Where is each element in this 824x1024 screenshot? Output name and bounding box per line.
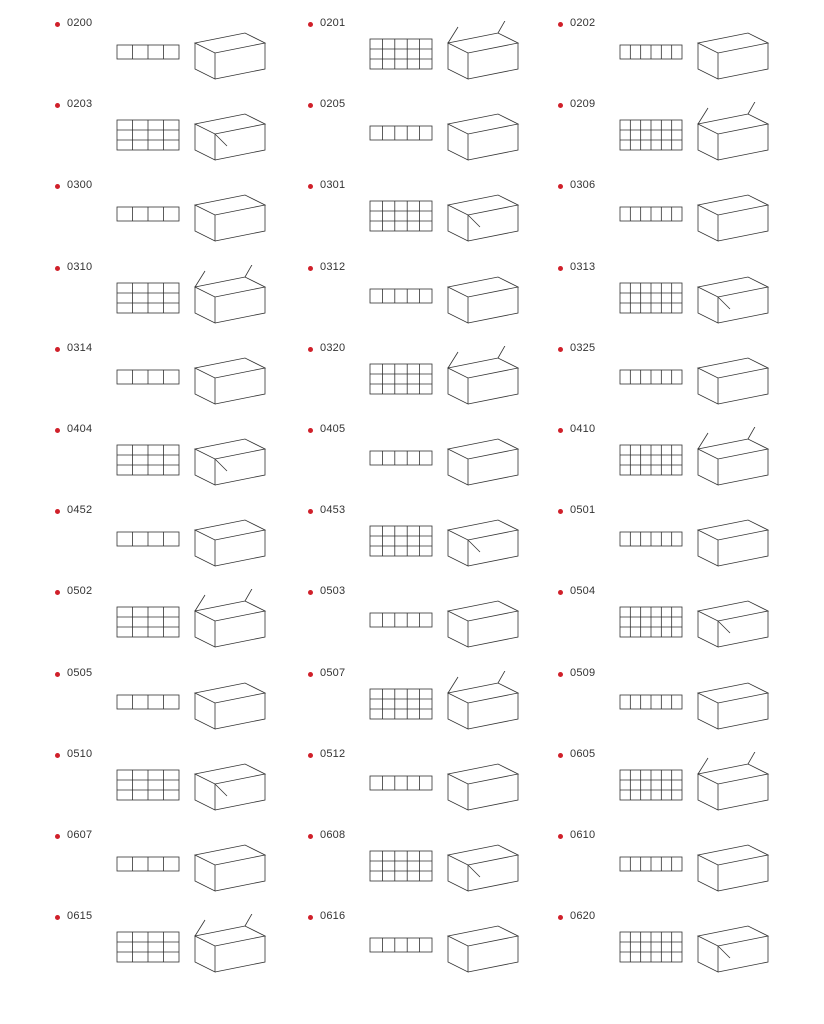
bullet-dot-icon [308,672,313,677]
box-style-code: 0203 [67,98,93,111]
die-line-and-box-icon [614,589,804,657]
box-style-code: 0312 [320,260,346,273]
box-style-code: 0410 [570,423,596,435]
box-style-code: 0453 [320,504,346,517]
box-style-code: 0310 [67,260,93,273]
die-line-and-box-icon [614,671,804,739]
box-style-code: 0608 [320,829,346,841]
box-style-code: 0620 [570,910,596,923]
bullet-dot-icon [55,266,60,271]
box-style-code: 0605 [570,747,596,760]
bullet-dot-icon [55,753,60,758]
box-style-code: 0314 [67,341,93,354]
die-line-and-box-icon [111,102,301,170]
die-line-and-box-icon [364,833,554,901]
die-line-and-box-icon [111,752,301,820]
die-line-and-box-icon [364,671,554,739]
box-style-item [308,17,558,95]
bullet-dot-icon [308,184,313,189]
die-line-and-box-icon [111,508,301,576]
die-line-and-box-icon [364,589,554,657]
bullet-dot-icon [308,753,313,758]
box-style-code: 0607 [67,829,93,841]
die-line-and-box-icon [364,183,554,251]
box-style-code: 0505 [67,666,93,679]
bullet-dot-icon [55,347,60,352]
box-style-code: 0616 [320,910,346,923]
die-line-and-box-icon [614,914,804,982]
box-style-code: 0325 [570,341,596,354]
box-style-code: 0404 [67,423,93,435]
die-line-and-box-icon [614,183,804,251]
die-line-and-box-icon [111,346,301,414]
box-style-code: 0201 [320,17,346,29]
box-style-item [308,342,558,420]
bullet-dot-icon [558,753,563,758]
box-style-code: 0512 [320,747,346,760]
bullet-dot-icon [55,22,60,27]
die-line-and-box-icon [111,265,301,333]
bullet-dot-icon [308,834,313,839]
box-style-item [308,910,558,988]
bullet-dot-icon [55,103,60,108]
bullet-dot-icon [558,347,563,352]
bullet-dot-icon [308,266,313,271]
die-line-and-box-icon [614,21,804,89]
die-line-and-box-icon [111,427,301,495]
die-line-and-box-icon [111,589,301,657]
box-style-item [308,504,558,582]
bullet-dot-icon [308,590,313,595]
die-line-and-box-icon [364,265,554,333]
box-style-code: 0205 [320,98,346,111]
bullet-dot-icon [558,22,563,27]
box-style-code: 0610 [570,829,596,841]
box-style-item [55,504,305,582]
box-style-item [558,179,808,257]
die-line-and-box-icon [614,508,804,576]
box-style-item [308,179,558,257]
bullet-dot-icon [55,428,60,433]
box-style-code: 0452 [67,504,93,517]
bullet-dot-icon [308,428,313,433]
die-line-and-box-icon [614,427,804,495]
box-style-item [558,829,808,907]
box-style-code: 0320 [320,341,346,354]
box-style-item [558,17,808,95]
bullet-dot-icon [308,103,313,108]
box-style-item [55,910,305,988]
bullet-dot-icon [308,915,313,920]
die-line-and-box-icon [614,346,804,414]
box-style-item [558,667,808,745]
bullet-dot-icon [55,509,60,514]
box-style-code: 0209 [570,98,596,111]
box-style-code: 0202 [570,17,596,29]
box-style-item [558,98,808,176]
box-style-code: 0502 [67,585,93,598]
box-style-item [558,585,808,663]
box-style-item [55,342,305,420]
box-style-code: 0503 [320,585,346,598]
box-style-code: 0306 [570,179,596,192]
box-style-code: 0200 [67,17,93,29]
bullet-dot-icon [558,266,563,271]
box-style-item [558,423,808,501]
box-style-item [55,423,305,501]
bullet-dot-icon [558,590,563,595]
box-style-code: 0313 [570,260,596,273]
die-line-and-box-icon [111,183,301,251]
die-line-and-box-icon [111,914,301,982]
box-style-code: 0507 [320,666,346,679]
bullet-dot-icon [55,590,60,595]
box-style-code: 0501 [570,504,596,517]
box-style-item [55,667,305,745]
box-style-code: 0615 [67,910,93,923]
box-style-item [55,179,305,257]
box-style-item [308,98,558,176]
die-line-and-box-icon [614,102,804,170]
bullet-dot-icon [308,22,313,27]
box-style-item [55,748,305,826]
box-style-item [55,98,305,176]
box-style-item [308,748,558,826]
bullet-dot-icon [55,834,60,839]
box-style-item [55,261,305,339]
die-line-and-box-icon [364,752,554,820]
die-line-and-box-icon [111,833,301,901]
box-style-item [55,585,305,663]
bullet-dot-icon [558,428,563,433]
box-style-item [55,17,305,95]
die-line-and-box-icon [364,102,554,170]
box-style-item [558,748,808,826]
die-line-and-box-icon [364,508,554,576]
die-line-and-box-icon [364,427,554,495]
box-style-code: 0504 [570,585,596,598]
bullet-dot-icon [558,103,563,108]
bullet-dot-icon [55,915,60,920]
box-style-code: 0301 [320,179,346,192]
box-style-code: 0509 [570,666,596,679]
box-style-item [308,261,558,339]
bullet-dot-icon [558,915,563,920]
bullet-dot-icon [558,509,563,514]
bullet-dot-icon [558,184,563,189]
box-style-item [308,423,558,501]
bullet-dot-icon [55,672,60,677]
box-style-item [558,910,808,988]
bullet-dot-icon [308,509,313,514]
box-style-code: 0510 [67,747,93,760]
box-style-item [558,504,808,582]
box-style-item [558,342,808,420]
box-style-code: 0300 [67,179,93,192]
box-style-item [558,261,808,339]
die-line-and-box-icon [364,914,554,982]
box-style-item [308,667,558,745]
die-line-and-box-icon [111,21,301,89]
bullet-dot-icon [308,347,313,352]
box-style-item [55,829,305,907]
die-line-and-box-icon [614,833,804,901]
box-style-item [308,585,558,663]
die-line-and-box-icon [111,671,301,739]
bullet-dot-icon [558,834,563,839]
die-line-and-box-icon [364,346,554,414]
die-line-and-box-icon [614,265,804,333]
die-line-and-box-icon [614,752,804,820]
box-style-item [308,829,558,907]
box-style-code: 0405 [320,423,346,435]
die-line-and-box-icon [364,21,554,89]
bullet-dot-icon [55,184,60,189]
bullet-dot-icon [558,672,563,677]
